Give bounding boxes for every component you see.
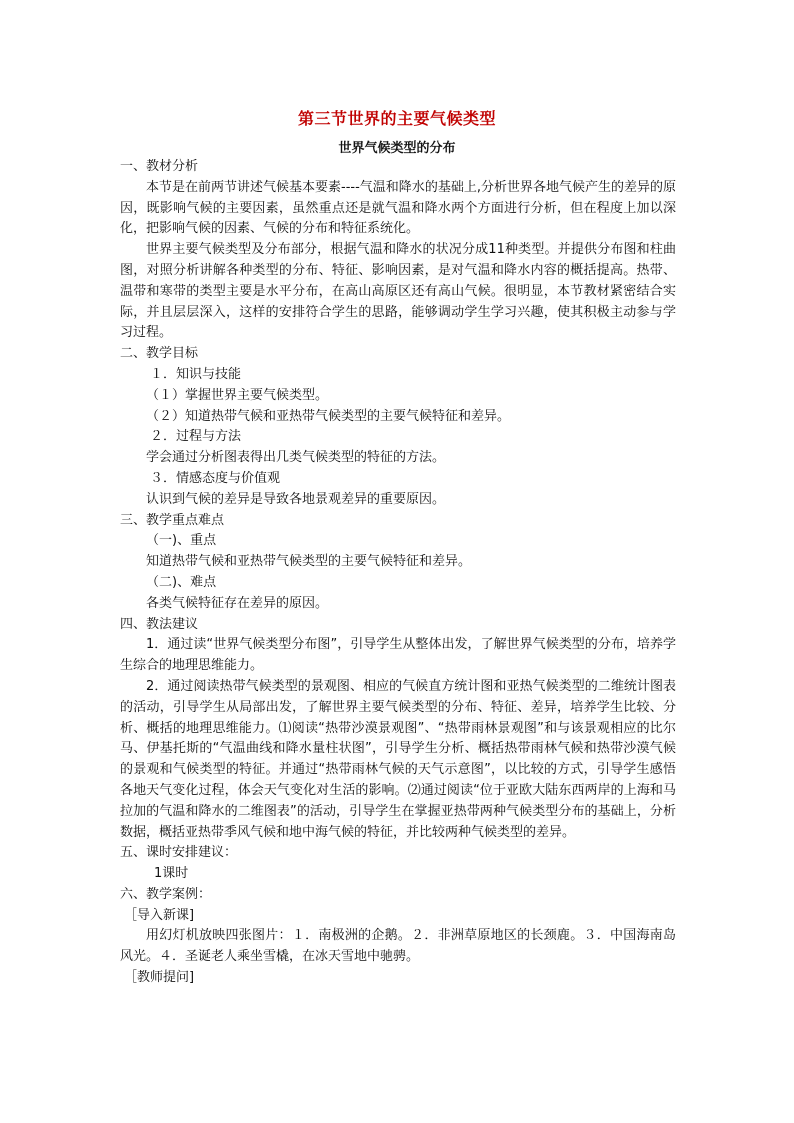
section-heading: 一、教材分析 bbox=[120, 159, 199, 174]
paragraph: 1课时 bbox=[154, 866, 189, 882]
paragraph: 各类气候特征存在差异的原因。 bbox=[146, 595, 329, 611]
bracket-tag: ［教师提问] bbox=[124, 970, 195, 986]
document-body bbox=[120, 157, 676, 989]
page-title: 第三节世界的主要气候类型 bbox=[297, 109, 496, 128]
paragraph: 1．通过读“世界气候类型分布图”，引导学生从整体出发，了解世界气候类型的分布，培养学生综合的地理思维能力。 bbox=[120, 637, 676, 674]
paragraph: 知道热带气候和亚热带气候类型的主要气候特征和差异。 bbox=[146, 554, 472, 570]
section-heading: 五、课时安排建议： bbox=[120, 845, 238, 861]
section-heading: 六、教学案例： bbox=[120, 886, 212, 902]
subsection-title: （一)、重点 bbox=[146, 533, 217, 549]
section-heading: 二、教学目标 bbox=[120, 346, 199, 362]
paragraph: 用幻灯机放映四张图片：１．南极洲的企鹅。２．非洲草原地区的长颈鹿。３．中国海南岛风光。４．圣诞老人乘坐雪橇，在冰天雪地中驰骋。 bbox=[120, 928, 676, 965]
subsection-title: ３．情感态度与价值观 bbox=[150, 470, 281, 486]
list-item: （１）掌握世界主要气候类型。 bbox=[146, 387, 329, 403]
subsection-title: １．知识与技能 bbox=[150, 366, 242, 382]
section-heading: 三、教学重点难点 bbox=[120, 512, 225, 528]
section-heading: 四、教法建议 bbox=[120, 616, 199, 632]
list-item: （２）知道热带气候和亚热带气候类型的主要气候特征和差异。 bbox=[146, 408, 511, 424]
subsection-title: （二)、难点 bbox=[146, 574, 217, 590]
page-subtitle: 世界气候类型的分布 bbox=[338, 141, 456, 156]
bracket-tag: ［导入新课] bbox=[124, 907, 195, 923]
subsection-title: ２．过程与方法 bbox=[150, 429, 242, 445]
paragraph: 认识到气候的差异是导致各地景观差异的重要原因。 bbox=[146, 491, 446, 507]
paragraph: 世界主要气候类型及分布部分，根据气温和降水的状况分成11种类型。并提供分布图和柱曲图，对照分析讲解各种类型的分布、特征、影响因素，是对气温和降水内容的概括提高。热带、温带和寒带的类型主要是水平分布，在高山高原区还有高山气候。很明显，本节教材紧密结合实际，并且层层深入，这样的安排符合学生的思路，能够调动学生学习兴趣，使其积极主动参与学习过程。 bbox=[120, 242, 676, 341]
paragraph: 学会通过分析图表得出几类气候类型的特征的方法。 bbox=[146, 450, 446, 466]
paragraph: 2．通过阅读热带气候类型的景观图、相应的气候直方统计图和亚热气候类型的二维统计图表的活动，引导学生从局部出发，了解世界主要气候类型的分布、特征、差异，培养学生比较、分析、概括的地理思维能力。⑴阅读“热带沙漠景观图”、“热带雨林景观图”和与该景观相应的比尔马、伊基托斯的“气温曲线和降水量柱状图”，引导学生分析、概括热带雨林气候和热带沙漠气候的景观和气候类型的特征。并通过“热带雨林气候的天气示意图”，以比较的方式，引导学生感悟各地天气变化过程，体会天气变化对生活的影响。⑵通过阅读“位于亚欧大陆东西两岸的上海和马拉加的气温和降水的二维图表”的活动，引导学生在掌握亚热带两种气候类型分布的基础上，分析数据，概括亚热带季风气候和地中海气候的特征，并比较两种气候类型的差异。 bbox=[120, 678, 676, 840]
paragraph: 本节是在前两节讲述气候基本要素----气温和降水的基础上,分析世界各地气候产生的差异的原因，既影响气候的主要因素，虽然重点还是就气温和降水两个方面进行分析，但在程度上加以深化，把影响气候的因素、气候的分布和特征系统化。 bbox=[120, 179, 676, 237]
